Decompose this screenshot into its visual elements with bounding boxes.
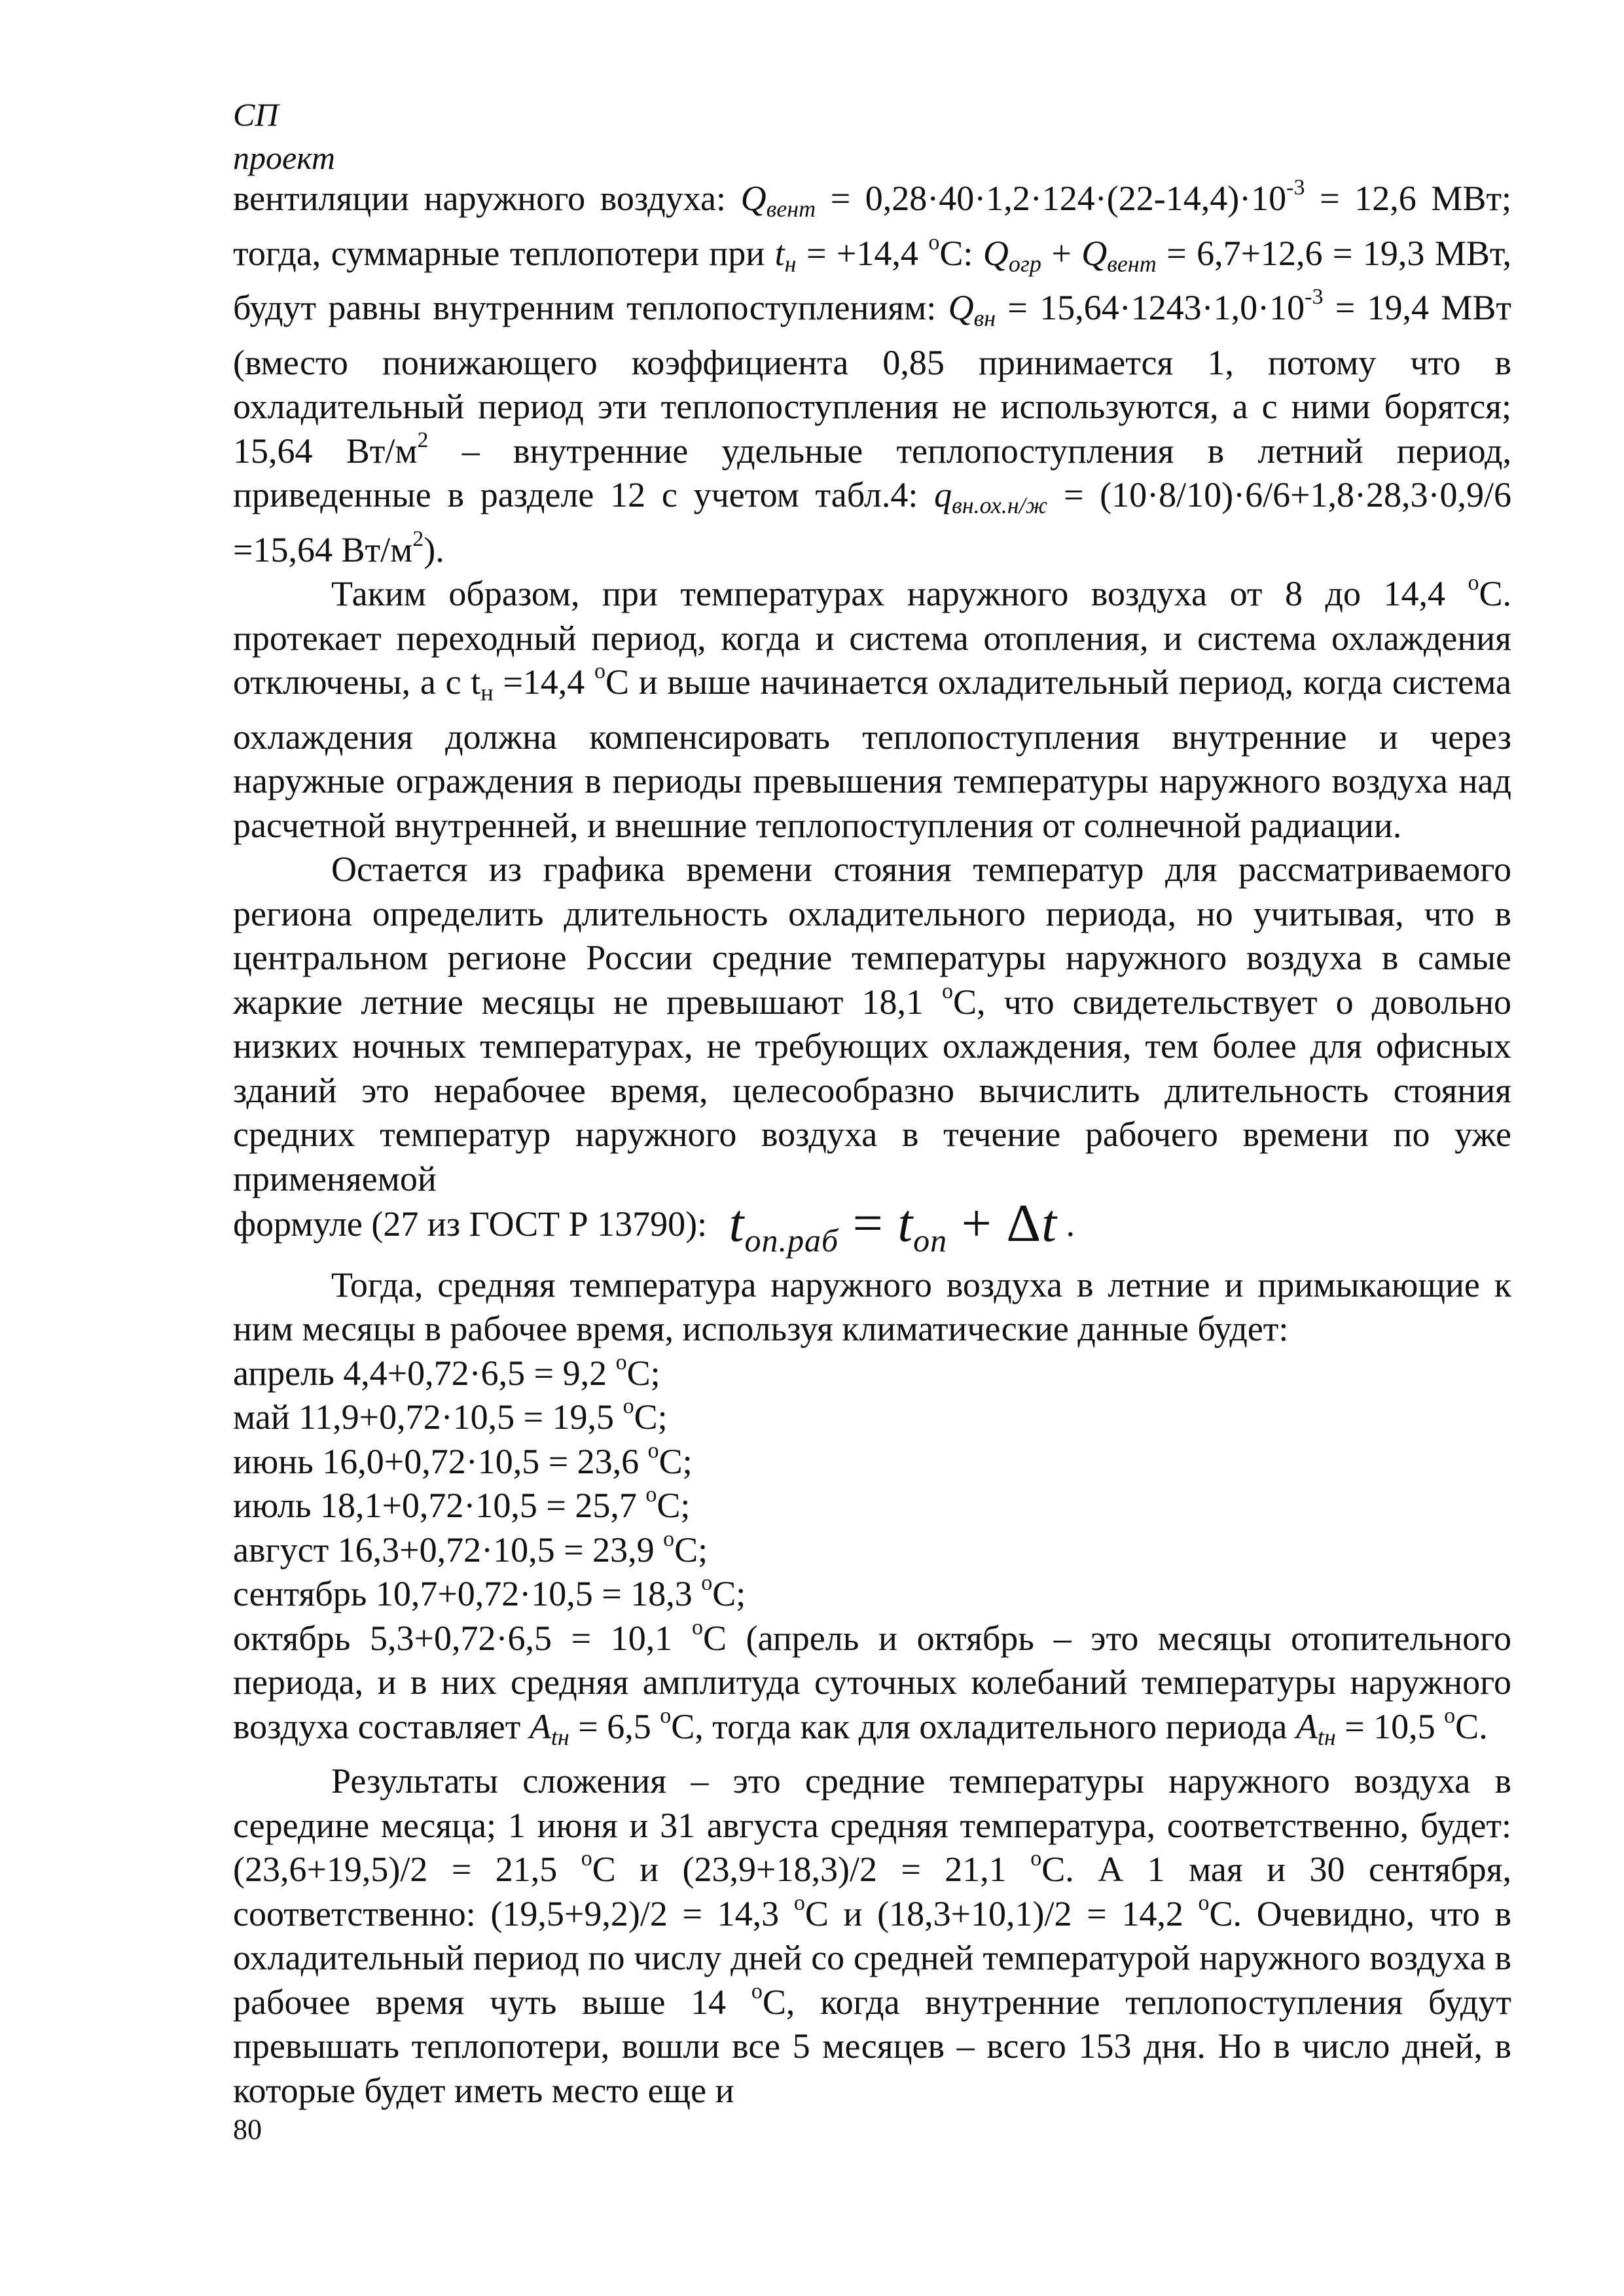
- month-item-july: июль 18,1+0,72·10,5 = 25,7 $^o$С;: [233, 1482, 691, 1525]
- month-item-may: май 11,9+0,72·10,5 = 19,5 $^o$С;: [233, 1394, 668, 1437]
- month-list: [233, 1352, 1511, 1617]
- formula-t-op-rab: $t_{оп.раб} = t_{оп} + \Delta t$: [729, 1193, 1057, 1259]
- running-header: [233, 93, 335, 179]
- paragraph-transition-period: Таким образом, при температурах наружного воздуха от 8 до 14,4 $^o$С. протекает переходный период, когда и система отопления, и система охлаждения отключены, а с tн =14,4 $^o$С и выше начинается охладительный период, когда система охлаждения должна компенсировать теплопоступления внутренние и через наружные ограждения в периоды превышения температуры наружного воздуха над расчетной внутренней, и внешние теплопоступления от солнечной радиации.: [233, 571, 1511, 845]
- header-line-2: проект: [233, 139, 336, 176]
- month-item-august: август 16,3+0,72·10,5 = 23,9 $^o$С;: [233, 1526, 708, 1570]
- month-item-june: июнь 16,0+0,72·10,5 = 23,6 $^o$С;: [233, 1438, 693, 1481]
- paragraph-monthly-intro: Тогда, средняя температура наружного воздуха в летние и примыкающие к ним месяцы в рабочее время, используя климатические данные будет:: [233, 1265, 1511, 1348]
- paragraph-ventilation: вентиляции наружного воздуха: Qвент = $0,28\cdot 40\cdot 1,2\cdot 124\cdot(22-14,4)\cdot 10^{-3} = 12,6$ МВт; тогда, суммарные теплопотери при tн = +14,4 $^o$С: Qогр + Qвент = 6,7+12,6 = 19,3 МВт, будут равны внутренним теплопоступлениям: Qвн = $15,64\cdot 1243\cdot 1,0\cdot 10^{-3} = 19,4$ МВт (вместо понижающего коэффициента 0,85 принимается 1, потому что в охладительный период эти теплопоступления не используются, а с ними борятся; 15,64 $Вт/м^2$ – внутренние удельные теплопоступления в летний период, приведенные в разделе 12 с учетом табл.4: qвн.ох.н/ж = (10·8/10)·6/6+1,8·28,3·0,9/6 =15,64 $Вт/м^2$).: [233, 175, 1511, 569]
- month-item-september: сентябрь 10,7+0,72·10,5 = 18,3 $^o$С;: [233, 1571, 746, 1613]
- formula-line: формуле (27 из ГОСТ Р 13790): $t_{оп.раб} = t_{оп} + \Delta t$ .: [233, 1193, 1075, 1259]
- paragraph-results: Результаты сложения – это средние температуры наружного воздуха в середине месяца; 1 июня и 31 августа средняя температура, соответственно, будет: (23,6+19,5)/2 = 21,5 $^o$С и (23,9+18,3)/2 = 21,1 $^o$С. А 1 мая и 30 сентября, соответственно: (19,5+9,2)/2 = 14,3 $^o$С и (18,3+10,1)/2 = 14,2 $^o$С. Очевидно, что в охладительный период по числу дней со средней температурой наружного воздуха в рабочее время чуть выше 14 $^o$С, когда внутренние теплопоступления будут превышать теплопотери, вошли все 5 месяцев – всего 153 дня. Но в число дней, в которые будет иметь место еще и: [233, 1761, 1512, 2110]
- paragraph-october: октябрь 5,3+0,72·6,5 = 10,1 $^o$С (апрель и октябрь – это месяцы отопительного периода, и в них средняя амплитуда суточных колебаний температуры наружного воздуха составляет Atн = 6,5 $^o$С, тогда как для охладительного периода Atн = 10,5 $^o$С.: [233, 1615, 1511, 1750]
- month-item-april: апрель 4,4+0,72·6,5 = 9,2 $^o$С;: [233, 1350, 660, 1393]
- paragraph-cooling-duration: Остается из графика времени стояния температур для рассматриваемого региона определить длительность охладительного периода, но учитывая, что в центральном регионе России средние температуры наружного воздуха в самые жаркие летние месяцы не превышают 18,1 $^o$С, что свидетельствует о довольно низких ночных температурах, не требующих охлаждения, тем более для офисных зданий это нерабочее время, целесообразно вычислить длительность стояния средних температур наружного воздуха в течение рабочего времени по уже применяемой: [233, 850, 1511, 1198]
- main-text: [233, 177, 1511, 2113]
- header-line-1: СП: [233, 96, 279, 133]
- page-number: 80: [233, 2113, 262, 2145]
